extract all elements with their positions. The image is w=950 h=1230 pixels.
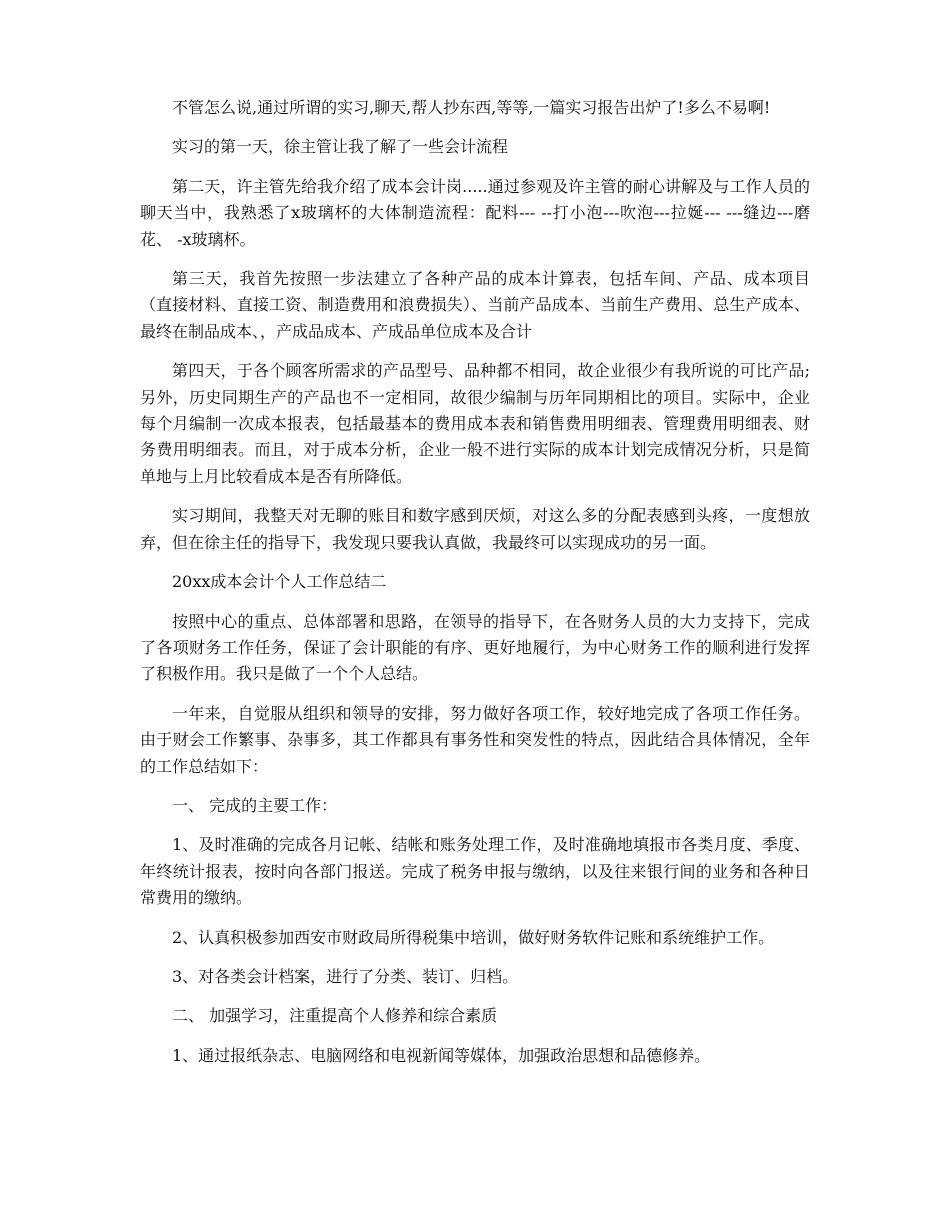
list-heading: 二、 加强学习，注重提高个人修养和综合素质 xyxy=(172,1006,498,1026)
list-item: 2、认真积极参加西安市财政局所得税集中培训，做好财务软件记账和系统维护工作。 xyxy=(172,927,775,947)
list-item: 3、对各类会计档案，进行了分类、装订、归档。 xyxy=(172,966,519,986)
paragraph: 实习期间，我整天对无聊的账目和数字感到厌烦，对这么多的分配表感到头疼，一度想放弃，但在徐主任的指导下，我发现只要我认真做，我最终可以实现成功的另一面。 xyxy=(140,506,810,552)
section-heading: 20xx成本会计个人工作总结二 xyxy=(172,572,387,592)
paragraph: 第三天，我首先按照一步法建立了各种产品的成本计算表，包括车间、产品、成本项目（直接材料、直接工资、制造费用和浪费损失）、当前产品成本、当前生产费用、总生产成本、最终在制品成本、，产成品成本、产成品单位成本及合计 xyxy=(140,269,810,341)
paragraph: 不管怎么说,通过所谓的实习,聊天,帮人抄东西,等等,一篇实习报告出炉了!多么不易啊! xyxy=(172,98,771,117)
paragraph: 第二天，许主管先给我介绍了成本会计岗.....通过参观及许主管的耐心讲解及与工作人员的聊天当中，我熟悉了x玻璃杯的大体制造流程：配料--- --打小泡---吹泡---拉娫--- ---缝边---磨花、 -x玻璃杯。 xyxy=(140,176,810,249)
document-body xyxy=(140,95,810,1082)
paragraph: 第四天，于各个顾客所需求的产品型号、品种都不相同，故企业很少有我所说的可比产品;另外，历史同期生产的产品也不一定相同，故很少编制与历年同期相比的项目。实际中，企业每个月编制一次成本报表，包括最基本的费用成本表和销售费用明细表、管理费用明细表、财务费用明细表。而且，对于成本分析，企业一般不进行实际的成本计划完成情况分析，只是简单地与上月比较看成本是否有所降低。 xyxy=(140,361,810,486)
paragraph: 一年来，自觉服从组织和领导的安排，努力做好各项工作，较好地完成了各项工作任务。 由于财会工作繁事、杂事多，其工作都具有事务性和突发性的特点，因此结合具体情况，全年的工作总结如下： xyxy=(140,703,810,776)
list-item: 1、及时准确的完成各月记帐、结帐和账务处理工作，及时准确地填报市各类月度、季度、年终统计报表，按时向各部门报送。完成了税务申报与缴纳，以及往来银行间的业务和各种日常费用的缴纳。 xyxy=(140,835,810,908)
paragraph: 按照中心的重点、总体部署和思路，在领导的指导下，在各财务人员的大力支持下，完成了各项财务工作任务，保证了会计职能的有序、更好地履行，为中心财务工作的顺利进行发挥了积极作用。我只是做了一个个人总结。 xyxy=(140,611,810,684)
paragraph: 实习的第一天，徐主管让我了解了一些会计流程 xyxy=(172,137,509,157)
list-item: 1、通过报纸杂志、电脑网络和电视新闻等媒体，加强政治思想和品德修养。 xyxy=(172,1045,711,1065)
list-heading: 一、 完成的主要工作： xyxy=(172,795,338,815)
